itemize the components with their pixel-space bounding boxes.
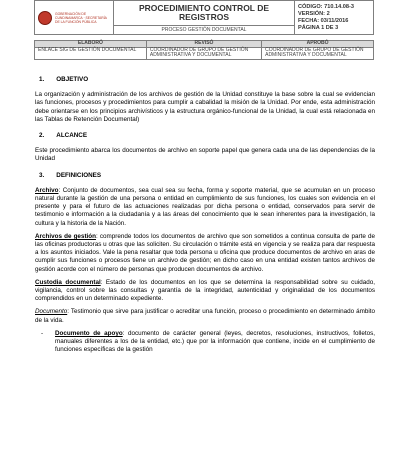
process-name: PROCESO GESTIÓN DOCUMENTAL [114, 26, 295, 35]
definition-documento-de-apoyo: - Documento de apoyo: documento de carácter general (leyes, decretos, resoluciones, instructivos, folletos, manuales diferentes a los de la entidad, etc.) que por la información que contiene, incide en el cumplimiento de funciones específicas de la gestión [41, 329, 375, 354]
reviso-value: COORDINADOR DE GRUPO DE GESTIÓN ADMINISTRATIVA Y DOCUMENTAL [146, 48, 261, 60]
document-body [35, 76, 375, 354]
document-header [34, 0, 374, 35]
definition-archivo: Archivo: Conjunto de documentos, sea cual sea su fecha, forma y soporte material, que se acumulan en un proceso natural durante la gestión de una persona o entidad en cumplimiento de sus funciones, los cuales son evidencia en el presente y para el futuro de las actuaciones realizadas por dicha persona o entidad, conservados para servir de testimonio e información a la ciudadanía y a las áreas del conocimiento que le sean inherentes para la investigación, la cultura y la historia de la Nación. [35, 186, 375, 227]
document-version: VERSIÓN: 2 [298, 10, 330, 17]
page-number: PÁGINA 1 DE 3 [298, 24, 339, 31]
logo-text-line2: CUNDINAMARCA · SECRETARÍA [55, 15, 107, 20]
aprobo-value: COORDINADOR DE GRUPO DE GESTIÓN ADMINISTRATIVA Y DOCUMENTAL [262, 48, 374, 60]
reviso-heading: REVISÓ [146, 41, 261, 48]
document-code-block [295, 1, 374, 35]
seal-icon [38, 11, 52, 25]
section-heading-objetivo: 1. OBJETIVO [39, 76, 89, 83]
section-heading-definiciones: 3. DEFINICIONES [39, 171, 102, 179]
elaboro-value: ENLACE SIG DE GESTIÓN DOCUMENTAL [35, 48, 147, 60]
section-heading-alcance: 2. ALCANCE [39, 132, 88, 140]
document-date: FECHA: 03/11/2016 [298, 17, 349, 24]
document-title: PROCEDIMIENTO CONTROL DE REGISTROS [114, 1, 295, 26]
elaboro-heading: ELABORÓ [35, 41, 147, 48]
objetivo-paragraph: La organización y administración de los archivos de gestión de la Unidad constituye la base sobre la cual se evidencian las funciones, procesos y procedimientos para cumplir a cabalidad la misión de la Unidad. Por ende, esta administración debe orientarse en los principios archivísticos y la estructura orgánico-funcional de la Unidad, la cual está relacionada en las Tablas de Retención Documental) [35, 91, 375, 123]
logo-text-line3: DE LA FUNCIÓN PÚBLICA [55, 19, 97, 24]
aprobo-heading: APROBÓ [262, 41, 374, 48]
definition-documento: Documento: Testimonio que sirve para justificar o acreditar una función, proceso o procedimiento en determinado ámbito de la vida. [35, 308, 375, 324]
document-code: CÓDIGO: 710.14.08-3 [298, 3, 354, 10]
definition-archivos-de-gestion: Archivos de gestión: comprende todos los documentos de archivo que son sometidos a continua consulta de parte de las oficinas productoras u otras que las soliciten. Su circulación o trámite está en vigencia y se realiza para dar respuesta a los asuntos iniciados. Vale la pena resaltar que toda persona u oficina que produce documentos de archivo en aras de cumplir sus funciones o procesos tiene un archivo de gestión; en dicho caso en una entidad existen tantos archivos de gestión acorde con el número de personas que producen documentos de archivo. [35, 232, 375, 273]
alcance-paragraph: Este procedimiento abarca los documentos de archivo en soporte papel que genera cada una de las dependencias de la Unidad [35, 147, 375, 163]
logo-text-line1: GOBERNACIÓN DE [55, 11, 87, 16]
definition-custodia-documental: Custodia documental: Estado de los documentos en los que se determina la responsabilidad sobre su cuidado, vigilancia, control sobre las consultas y garantía de la integridad, autenticidad y originalidad de los documentos comprendidos en un determinado expediente. [35, 278, 375, 303]
logo [38, 11, 110, 25]
logo-cell [35, 1, 114, 35]
approval-table [34, 40, 374, 60]
